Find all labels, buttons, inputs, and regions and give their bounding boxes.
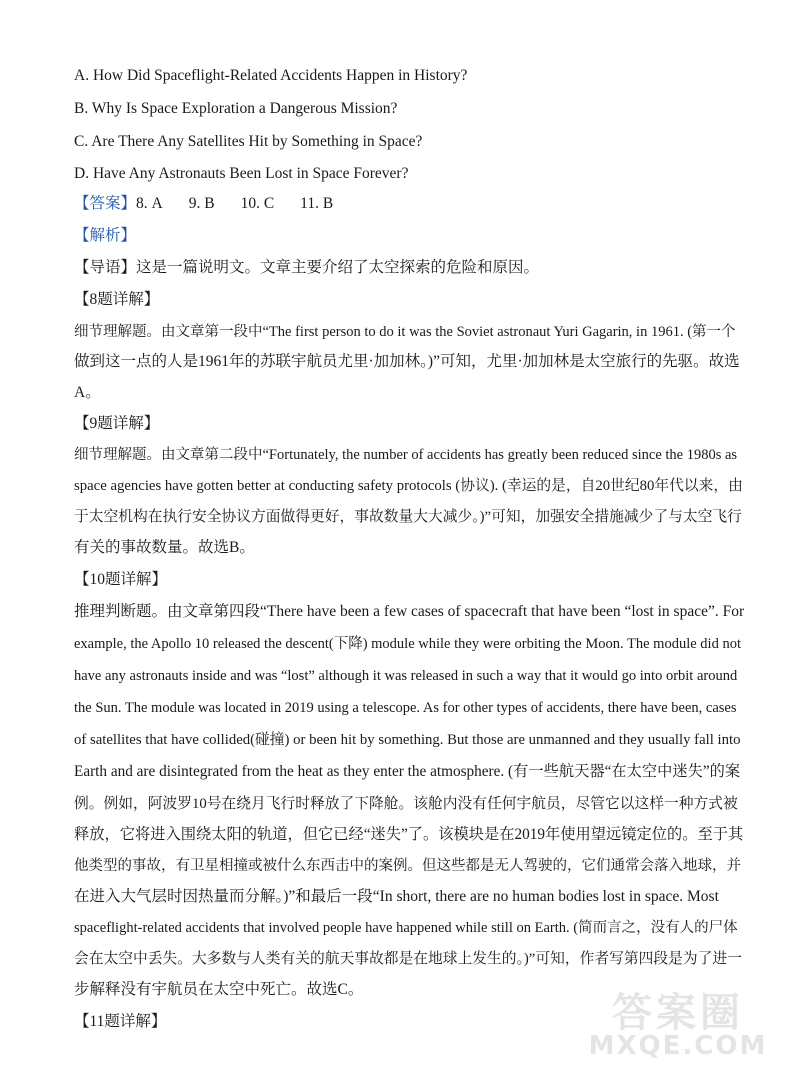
answer-10: 10. C (240, 195, 275, 212)
q10-line-8: 释放，它将进入围绕太阳的轨道，但它已经“迷失”了。该模块是在2019年使用望远镜定位的。至于其 (74, 826, 744, 843)
q9-line-1: 细节理解题。由文章第二段中“Fortunately, the number of accidents has greatly been reduced since the 1980s as (74, 447, 738, 463)
option-a: A. How Did Spaceflight-Related Accidents Happen in History? (74, 67, 468, 84)
q9-heading: 【9题详解】 (74, 415, 160, 432)
answer-8: 8. A (136, 195, 163, 212)
watermark-url: MXQE.COM (588, 1031, 768, 1061)
q10-line-2: example, the Apollo 10 released the descent(下降) module while they were orbiting the Moon. The module did not (74, 636, 741, 652)
q10-line-13: 步解释没有宇航员在太空中死亡。故选C。 (74, 981, 364, 998)
q9-line-2: space agencies have gotten better at conducting safety protocols (协议). (幸运的是，自20世纪80年代以来，由 (74, 478, 743, 494)
q8-line-2: 做到这一点的人是1961年的苏联宇航员尤里·加加林。)”可知，尤里·加加林是太空旅行的先驱。故选 (74, 353, 740, 370)
q10-line-4: the Sun. The module was located in 2019 using a telescope. As for other types of accidents, there have been, cases (74, 700, 737, 716)
q11-heading: 【11题详解】 (74, 1013, 167, 1030)
q10-line-12: 会在太空中丢失。大多数与人类有关的航天事故都是在地球上发生的。)”可知，作者写第四段是为了进一 (74, 951, 742, 967)
q10-line-6: Earth and are disintegrated from the heat as they enter the atmosphere. (有一些航天器“在太空中迷失”的案 (74, 763, 741, 780)
q8-line-1: 细节理解题。由文章第一段中“The first person to do it was the Soviet astronaut Yuri Gagarin, in 1961. (第一个 (74, 324, 736, 340)
q9-line-3: 于太空机构在执行安全协议方面做得更好，事故数量大大减少。)”可知，加强安全措施减少了与太空飞行 (74, 509, 742, 525)
q9-line-4: 有关的事故数量。故选B。 (74, 539, 255, 556)
analysis-heading: 【解析】 (74, 227, 137, 244)
guide-text: 【导语】这是一篇说明文。文章主要介绍了太空探索的危险和原因。 (74, 259, 540, 276)
q10-heading: 【10题详解】 (74, 571, 168, 588)
option-d: D. Have Any Astronauts Been Lost in Space Forever? (74, 165, 409, 182)
watermark-logo-text: 答案圈 (612, 990, 744, 1036)
q10-line-10: 在进入大气层时因热量而分解。)”和最后一段“In short, there are no human bodies lost in space. Most (74, 888, 719, 905)
q10-line-3: have any astronauts inside and was “lost” although it was released in such a way that it would go into orbit around (74, 668, 738, 684)
q10-line-11: spaceflight-related accidents that involved people have happened while still on Earth. (简而言之，没有人的尸体 (74, 920, 738, 936)
answer-line (74, 194, 746, 214)
q10-line-7: 例。例如，阿波罗10号在绕月飞行时释放了下降舱。该舱内没有任何宇航员，尽管它以这样一种方式被 (74, 796, 738, 812)
answer-11: 11. B (300, 195, 334, 212)
answer-9: 9. B (188, 195, 215, 212)
q8-heading: 【8题详解】 (74, 291, 160, 308)
option-c: C. Are There Any Satellites Hit by Something in Space? (74, 133, 423, 150)
q10-line-1: 推理判断题。由文章第四段“There have been a few cases of spacecraft that have been “lost in space”. For (74, 603, 745, 620)
option-b: B. Why Is Space Exploration a Dangerous Mission? (74, 100, 398, 117)
answer-tag: 【答案】 (74, 195, 137, 212)
q10-line-5: of satellites that have collided(碰撞) or been hit by something. But those are unmanned and they usually fall into (74, 732, 741, 748)
q8-line-3: A。 (74, 384, 101, 401)
q10-line-9: 他类型的事故，有卫星相撞或被什么东西击中的案例。但这些都是无人驾驶的，它们通常会落入地球，并 (74, 858, 741, 874)
